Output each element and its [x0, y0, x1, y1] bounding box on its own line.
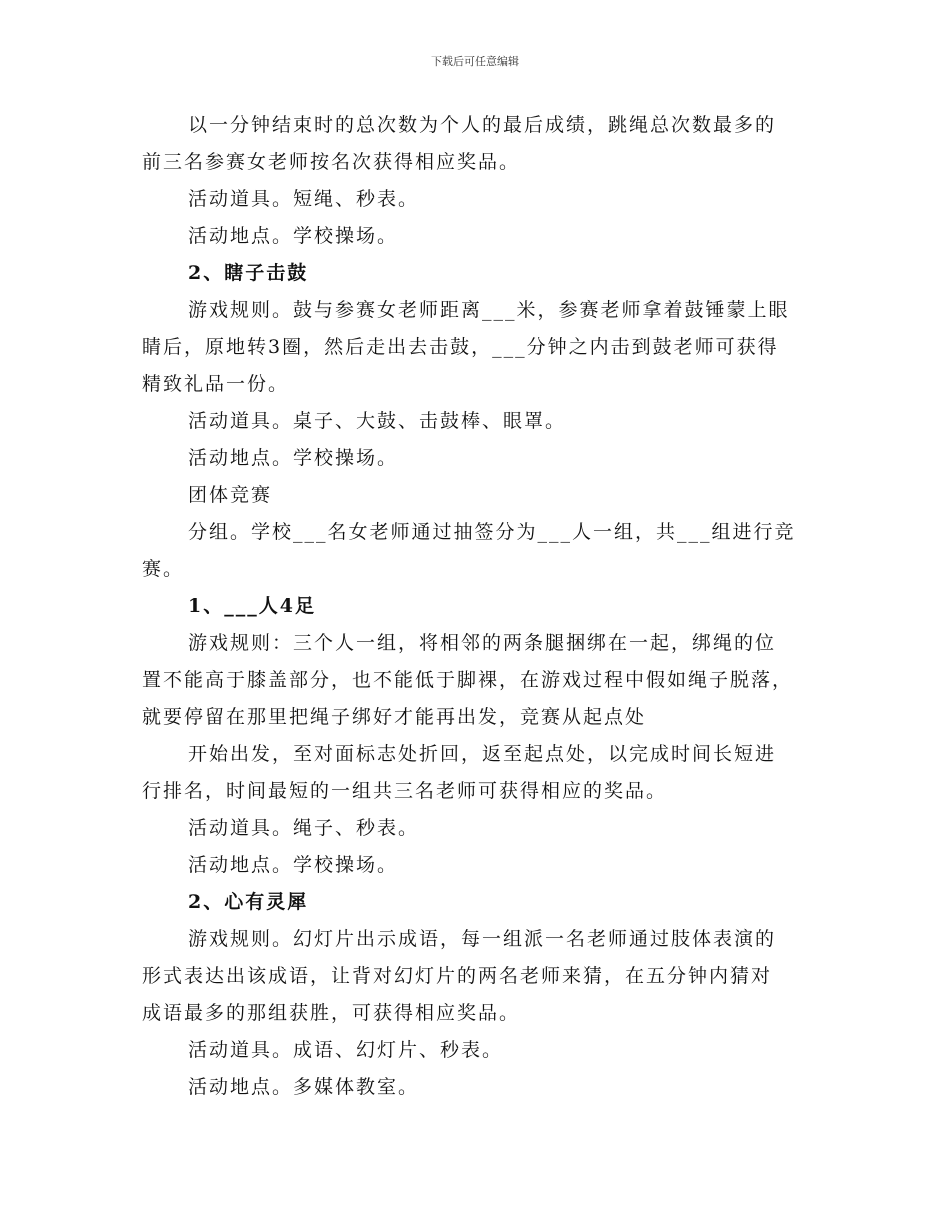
paragraph-line: 活动地点。学校操场。 — [188, 447, 399, 469]
paragraph-line: 活动道具。短绳、秒表。 — [188, 188, 420, 210]
paragraph-line: 置不能高于膝盖部分，也不能低于脚裸，在游戏过程中假如绳子脱落， — [142, 669, 794, 691]
paragraph-line: 睛后，原地转3圈，然后走出去击鼓，___分钟之内击到鼓老师可获得 — [142, 336, 779, 358]
paragraph-line: 赛。 — [142, 558, 185, 580]
section-heading: 1、___人4足 — [188, 595, 316, 617]
document-body — [142, 107, 814, 1106]
paragraph-line: 活动道具。绳子、秒表。 — [188, 817, 420, 839]
section-heading: 2、心有灵犀 — [188, 891, 309, 913]
paragraph-line: 成语最多的那组获胜，可获得相应奖品。 — [142, 1002, 521, 1024]
paragraph-line: 活动道具。成语、幻灯片、秒表。 — [188, 1039, 504, 1061]
paragraph-line: 就要停留在那里把绳子绑好才能再出发，竞赛从起点处 — [142, 706, 647, 728]
paragraph-line: 游戏规则。鼓与参赛女老师距离___米，参赛老师拿着鼓锤蒙上眼 — [188, 299, 790, 321]
paragraph-line: 活动道具。桌子、大鼓、击鼓棒、眼罩。 — [188, 410, 567, 432]
paragraph-line: 行排名，时间最短的一组共三名老师可获得相应的奖品。 — [142, 780, 668, 802]
paragraph-line: 以一分钟结束时的总次数为个人的最后成绩，跳绳总次数最多的 — [188, 114, 777, 136]
paragraph-line: 前三名参赛女老师按名次获得相应奖品。 — [142, 151, 521, 173]
paragraph-line: 游戏规则。幻灯片出示成语，每一组派一名老师通过肢体表演的 — [188, 928, 777, 950]
paragraph-line: 活动地点。学校操场。 — [188, 225, 399, 247]
paragraph-line: 形式表达出该成语，让背对幻灯片的两名老师来猜，在五分钟内猜对 — [142, 965, 773, 987]
page-header: 下载后可任意编辑 — [431, 55, 519, 68]
paragraph-line: 活动地点。多媒体教室。 — [188, 1076, 420, 1098]
section-heading: 2、瞎子击鼓 — [188, 262, 309, 284]
paragraph-line: 精致礼品一份。 — [142, 373, 290, 395]
paragraph-line: 团体竞赛 — [188, 484, 273, 506]
paragraph-line: 分组。学校___名女老师通过抽签分为___人一组，共___组进行竞 — [188, 521, 796, 543]
paragraph-line: 开始出发，至对面标志处折回，返至起点处，以完成时间长短进 — [188, 743, 777, 765]
paragraph-line: 游戏规则：三个人一组，将相邻的两条腿捆绑在一起，绑绳的位 — [188, 632, 777, 654]
paragraph-line: 活动地点。学校操场。 — [188, 854, 399, 876]
